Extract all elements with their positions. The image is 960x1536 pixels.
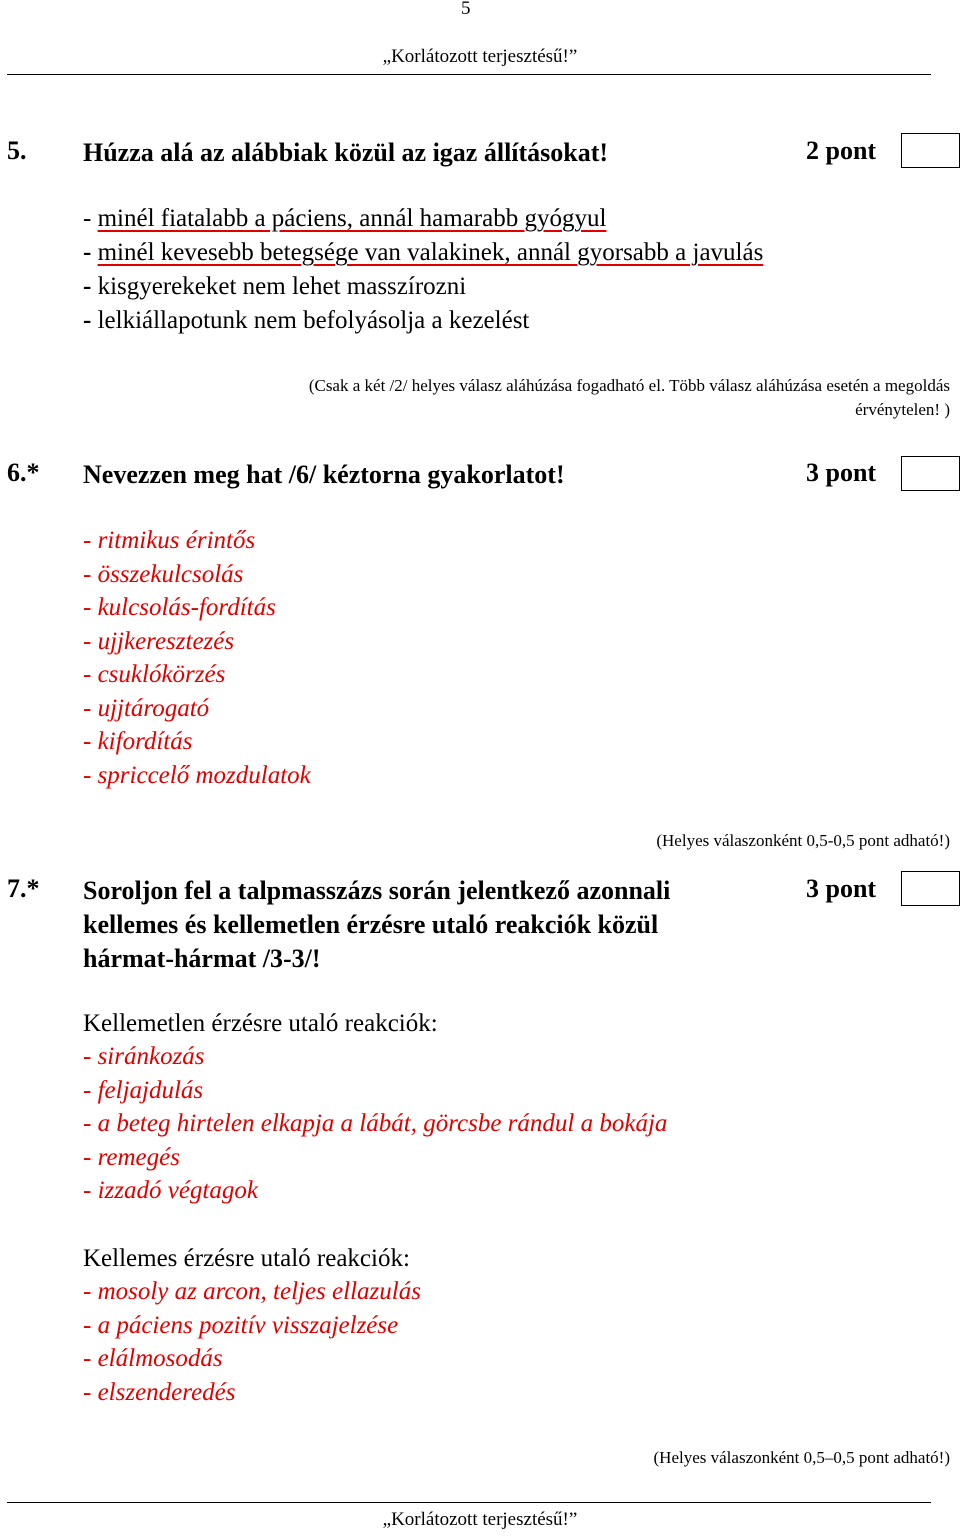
q7-unpleasant-5: - izzadó végtagok: [83, 1177, 258, 1204]
q6-answer-5: - csuklókörzés: [83, 661, 226, 688]
footer-rule: [7, 1502, 931, 1503]
q7-note: (Helyes válaszonként 0,5–0,5 pont adható!): [653, 1448, 950, 1467]
q6-score-box[interactable]: [901, 456, 960, 491]
q6-number: 6.*: [7, 458, 40, 487]
q7-unpleasant-2: - feljajdulás: [83, 1077, 204, 1104]
q7-unpleasant-heading: Kellemetlen érzésre utaló reakciók:: [83, 1010, 438, 1037]
q5-option-4: - lelkiállapotunk nem befolyásolja a kezelést: [83, 307, 530, 334]
q6-note: (Helyes válaszonként 0,5-0,5 pont adható!): [656, 831, 950, 850]
q6-title: Nevezzen meg hat /6/ kéztorna gyakorlatot!: [83, 460, 565, 489]
q6-answer-7: - kifordítás: [83, 728, 193, 755]
q6-answer-3: - kulcsolás-fordítás: [83, 594, 276, 621]
q7-title-line-2: kellemes és kellemetlen érzésre utaló reakciók közül: [83, 910, 659, 939]
q5-number: 5.: [7, 136, 27, 165]
header-rule: [7, 74, 931, 75]
q7-points: 3 pont: [806, 874, 877, 903]
q6-answer-8: - spriccelő mozdulatok: [83, 762, 311, 789]
q6-answer-2: - összekulcsolás: [83, 561, 244, 588]
q7-pleasant-1: - mosoly az arcon, teljes ellazulás: [83, 1278, 421, 1305]
q5-option-1: - minél fiatalabb a páciens, annál hamarabb gyógyul: [83, 205, 607, 232]
q6-answer-6: - ujjtárogató: [83, 695, 210, 722]
q7-pleasant-4: - elszenderedés: [83, 1379, 236, 1406]
q7-title-line-1: Soroljon fel a talpmasszázs során jelentkező azonnali: [83, 876, 671, 905]
q5-points: 2 pont: [806, 136, 877, 165]
q7-unpleasant-1: - siránkozás: [83, 1043, 205, 1070]
q5-score-box[interactable]: [901, 133, 960, 168]
q7-pleasant-heading: Kellemes érzésre utaló reakciók:: [83, 1245, 410, 1272]
q7-pleasant-3: - elálmosodás: [83, 1345, 223, 1372]
q6-answer-1: - ritmikus érintős: [83, 527, 256, 554]
q6-answer-4: - ujjkeresztezés: [83, 628, 235, 655]
q5-option-3: - kisgyerekeket nem lehet masszírozni: [83, 273, 467, 300]
q7-unpleasant-4: - remegés: [83, 1144, 180, 1171]
q5-title: Húzza alá az alábbiak közül az igaz állításokat!: [83, 138, 609, 167]
header-restricted-notice: „Korlátozott terjesztésű!”: [382, 46, 578, 67]
q5-note-line-2: érvénytelen! ): [855, 400, 950, 419]
q5-note-line-1: (Csak a két /2/ helyes válasz aláhúzása fogadható el. Több válasz aláhúzása esetén a megoldás: [308, 376, 950, 395]
q7-title-line-3: hármat-hármat /3-3/!: [83, 944, 321, 973]
q7-score-box[interactable]: [901, 871, 960, 906]
page-number: 5: [461, 0, 471, 19]
q7-pleasant-2: - a páciens pozitív visszajelzése: [83, 1312, 399, 1339]
q7-number: 7.*: [7, 874, 40, 903]
q7-unpleasant-3: - a beteg hirtelen elkapja a lábát, görcsbe rándul a bokája: [83, 1110, 668, 1137]
q6-points: 3 pont: [806, 458, 877, 487]
footer-restricted-notice: „Korlátozott terjesztésű!”: [382, 1509, 578, 1530]
q5-option-2: - minél kevesebb betegsége van valakinek, annál gyorsabb a javulás: [83, 239, 764, 266]
